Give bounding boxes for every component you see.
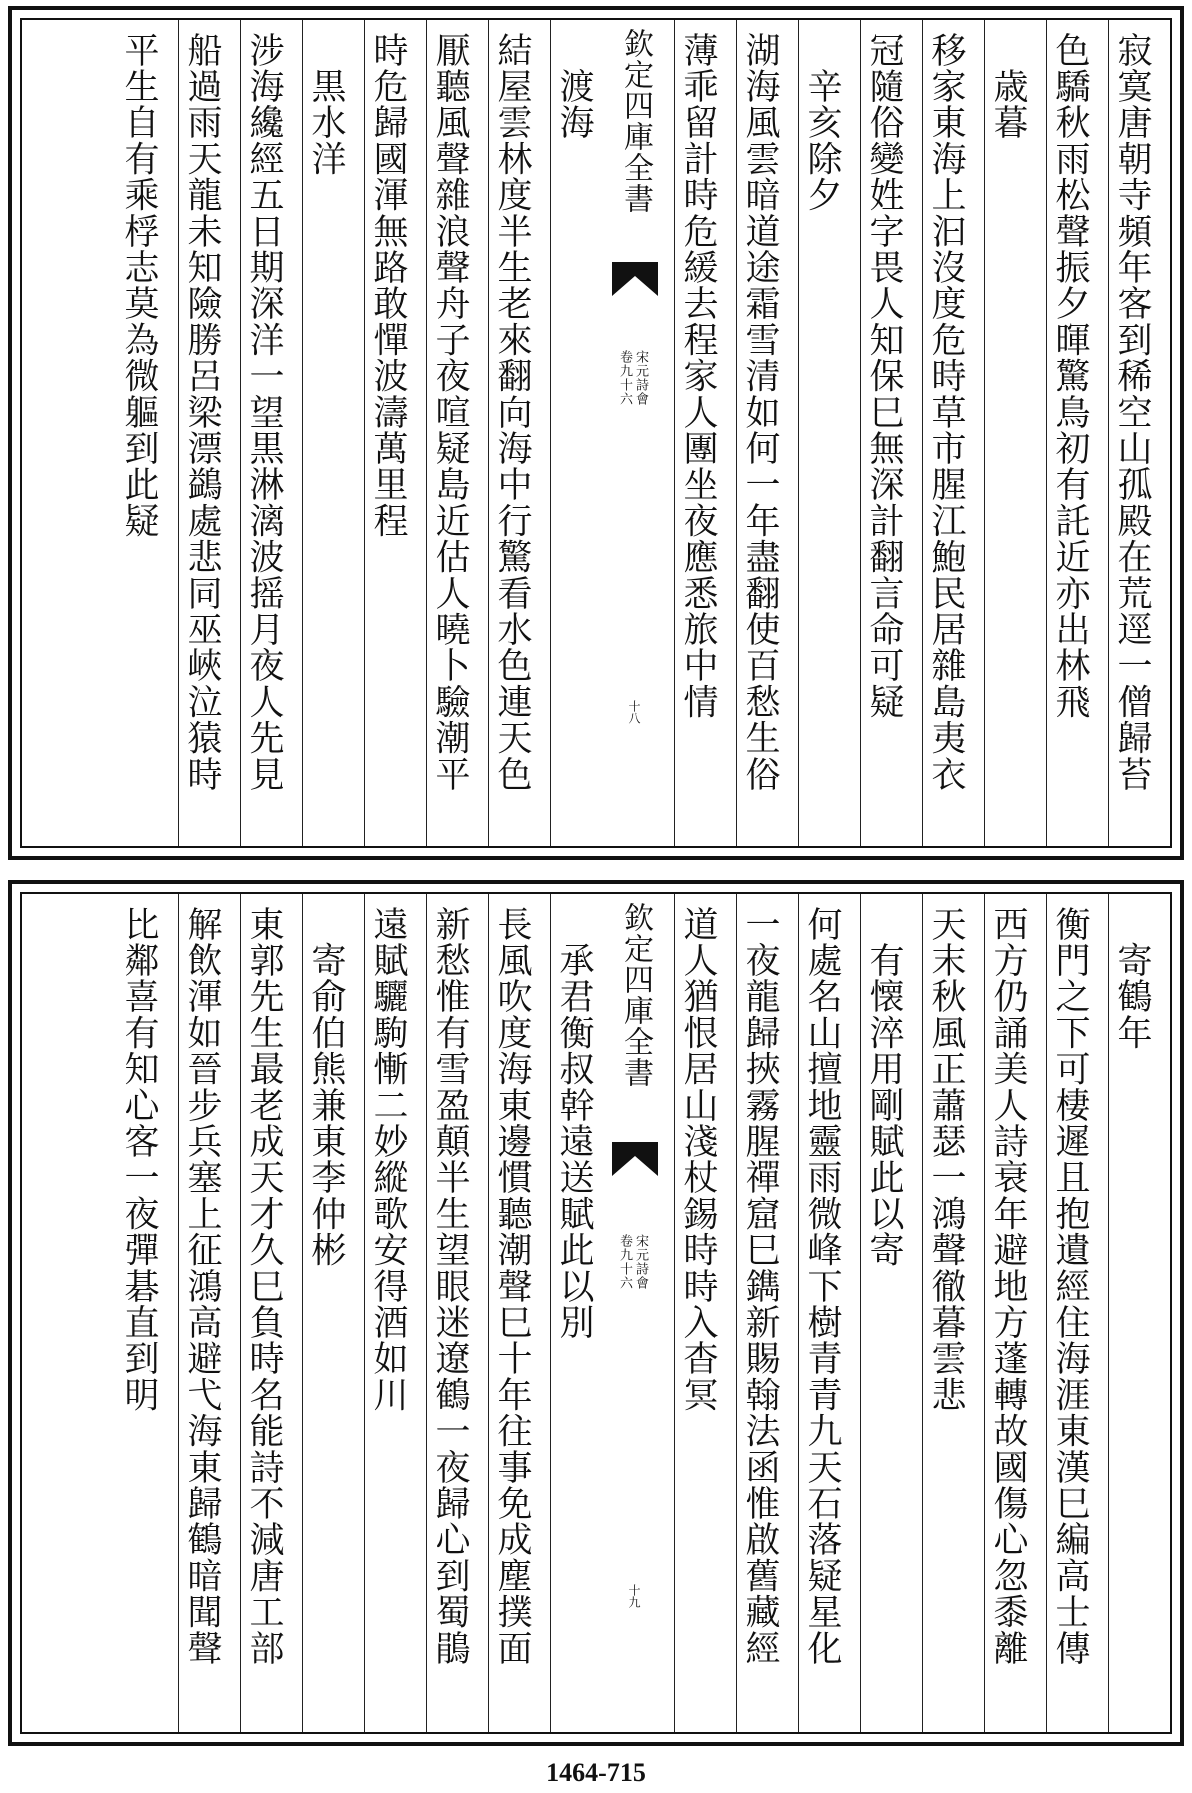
column-text: 結屋雲林度半生老來翻向海中行驚看水色連天色	[492, 32, 532, 793]
column-text: 船過雨天龍未知險勝呂梁漂鷁處悲同巫峽泣猿時	[182, 32, 222, 793]
text-column	[426, 894, 473, 1732]
banner-title: 欽定四庫全書	[618, 28, 653, 214]
text-column	[240, 894, 287, 1732]
column-text: 寂寞唐朝寺頻年客到稀空山孤殿在荒逕一僧歸苔	[1112, 32, 1152, 793]
column-text: 涉海纔經五日期深洋一望黒淋漓波摇月夜人先見	[244, 32, 284, 793]
text-column	[798, 894, 845, 1732]
text-column	[426, 20, 473, 846]
text-column	[550, 894, 597, 1732]
column-text: 新愁惟有雪盈顛半生望眼迷遼鶴一夜歸心到蜀鵑	[430, 906, 470, 1667]
column-text: 天末秋風正蕭瑟一鴻聲徹暮雲悲	[926, 906, 966, 1413]
banner-volume-1: 宋元詩會	[633, 1234, 648, 1290]
text-column	[1046, 894, 1093, 1732]
column-text: 長風吹度海東邊慣聽潮聲巳十年往事免成塵撲面	[492, 906, 532, 1667]
column-text: 湖海風雲暗道途霜雪清如何一年盡翻使百愁生俗	[740, 32, 780, 793]
text-column	[674, 894, 721, 1732]
text-column	[674, 20, 721, 846]
banner-volume-2: 卷九十六	[617, 1234, 632, 1290]
center-banner	[612, 894, 658, 1732]
bottom-page	[8, 880, 1184, 1746]
text-column	[1108, 20, 1155, 846]
column-text: 比鄰喜有知心客一夜彈碁直到明	[119, 906, 159, 1413]
text-column	[922, 20, 969, 846]
column-text: 黒水洋	[306, 32, 346, 177]
top-page-frame	[20, 18, 1172, 848]
text-column	[240, 20, 287, 846]
text-column	[736, 894, 783, 1732]
page-footer-number: 1464-715	[546, 1758, 646, 1787]
column-text: 冠隨俗變姓字畏人知保巳無深計翻言命可疑	[864, 32, 904, 720]
column-text: 辛亥除夕	[802, 32, 842, 213]
text-column	[488, 894, 535, 1732]
column-text: 解飲渾如晉步兵塞上征鴻高避弋海東歸鶴暗聞聲	[182, 906, 222, 1667]
column-text: 西方仍誦美人詩衰年避地方蓬轉故國傷心忽黍離	[988, 906, 1028, 1667]
text-column	[860, 20, 907, 846]
column-text: 有懐淬用剛賦此以寄	[864, 906, 904, 1268]
bottom-page-frame	[20, 892, 1172, 1734]
banner-folio: 十八	[627, 700, 641, 724]
text-column	[984, 894, 1031, 1732]
text-column	[922, 894, 969, 1732]
text-column	[364, 20, 411, 846]
column-text: 承君衡叔幹遠送賦此以別	[554, 906, 594, 1341]
column-text: 平生自有乘桴志莫為微軀到此疑	[119, 32, 159, 539]
text-column	[1108, 894, 1155, 1732]
banner-volume-1: 宋元詩會	[633, 350, 648, 406]
text-column	[178, 894, 225, 1732]
column-text: 歳暮	[988, 32, 1028, 141]
top-page	[8, 6, 1184, 860]
column-text: 何處名山擅地靈雨微峰下樹青青九天石落疑星化	[802, 906, 842, 1667]
column-text: 東郭先生最老成天才久巳負時名能詩不減唐工部	[244, 906, 284, 1667]
column-text: 色驕秋雨松聲振夕暉驚鳥初有託近亦出林飛	[1050, 32, 1090, 720]
text-column	[736, 20, 783, 846]
text-column	[798, 20, 845, 846]
column-text: 道人猶恨居山淺杖錫時時入杳冥	[678, 906, 718, 1413]
text-column	[116, 20, 162, 846]
column-text: 移家東海上汩沒度危時草市腥江鮑民居雜島夷衣	[926, 32, 966, 793]
column-text: 寄俞伯熊兼東李仲彬	[306, 906, 346, 1268]
banner-folio: 十九	[627, 1584, 641, 1608]
text-column	[488, 20, 535, 846]
column-text: 時危歸國渾無路敢憚波濤萬里程	[368, 32, 408, 539]
fish-tail-mark-icon	[612, 1142, 658, 1176]
column-text: 衡門之下可棲遲且抱遺經住海涯東漢巳編高士傳	[1050, 906, 1090, 1667]
text-column	[302, 20, 349, 846]
center-banner	[612, 20, 658, 846]
fish-tail-mark-icon	[612, 262, 658, 296]
text-column	[860, 894, 907, 1732]
text-column	[116, 894, 162, 1732]
text-column	[550, 20, 597, 846]
text-column	[302, 894, 349, 1732]
column-text: 渡海	[554, 32, 594, 141]
banner-title: 欽定四庫全書	[618, 902, 653, 1088]
text-column	[178, 20, 225, 846]
column-text: 寄鶴年	[1112, 906, 1152, 1051]
column-text: 薄乖留計時危緩去程家人團坐夜應悉旅中情	[678, 32, 718, 720]
column-text: 厭聽風聲雜浪聲舟子夜喧疑島近估人曉卜驗潮平	[430, 32, 470, 793]
banner-volume-2: 卷九十六	[617, 350, 632, 406]
text-column	[364, 894, 411, 1732]
column-text: 一夜龍歸挾霧腥禪窟巳鐫新賜翰法函惟啟舊藏經	[740, 906, 780, 1667]
text-column	[1046, 20, 1093, 846]
column-text: 遠賦驪駒慚二妙縱歌安得酒如川	[368, 906, 408, 1413]
text-column	[984, 20, 1031, 846]
